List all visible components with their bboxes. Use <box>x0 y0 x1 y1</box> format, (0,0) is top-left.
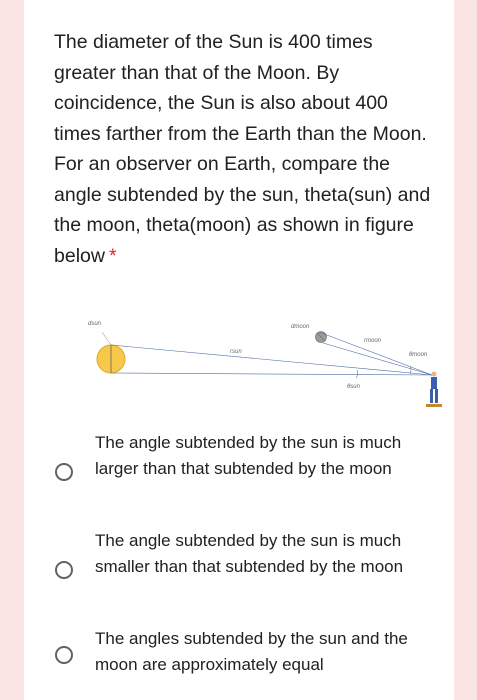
label-d-moon: dmoon <box>291 324 310 330</box>
moon-icon <box>316 332 327 343</box>
label-theta-moon: θmoon <box>409 352 428 358</box>
radio-button[interactable] <box>55 463 73 481</box>
required-marker: * <box>108 244 117 267</box>
option-1-label: The angle subtended by the sun is much larger than that subtended by the moon <box>95 433 402 478</box>
option-3-label: The angles subtended by the sun and the moon are approximately equal <box>95 629 408 674</box>
option-2-label: The angle subtended by the sun is much smaller than that subtended by the moon <box>95 531 404 576</box>
question-text <box>54 27 439 271</box>
figure-svg <box>74 308 449 416</box>
label-theta-sun: θsun <box>347 384 360 390</box>
label-r-moon: rmoon <box>364 338 382 344</box>
radio-button[interactable] <box>55 561 73 579</box>
question-figure <box>74 308 449 416</box>
sun-icon <box>97 332 125 373</box>
question-card <box>24 0 454 700</box>
sight-lines <box>111 332 432 378</box>
radio-button[interactable] <box>55 646 73 664</box>
observer-icon <box>426 372 442 408</box>
question-label: The diameter of the Sun is 400 times greater than that of the Moon. By coincidence, the Sun is also about 400 times farther from the Earth than the Moon. For an observer on Earth, compare the angle subtended by the sun, theta(sun) and the moon, theta(moon) as shown in figure below <box>54 31 431 267</box>
label-r-sun: rsun <box>230 349 242 355</box>
label-d-sun: dsun <box>88 321 102 327</box>
